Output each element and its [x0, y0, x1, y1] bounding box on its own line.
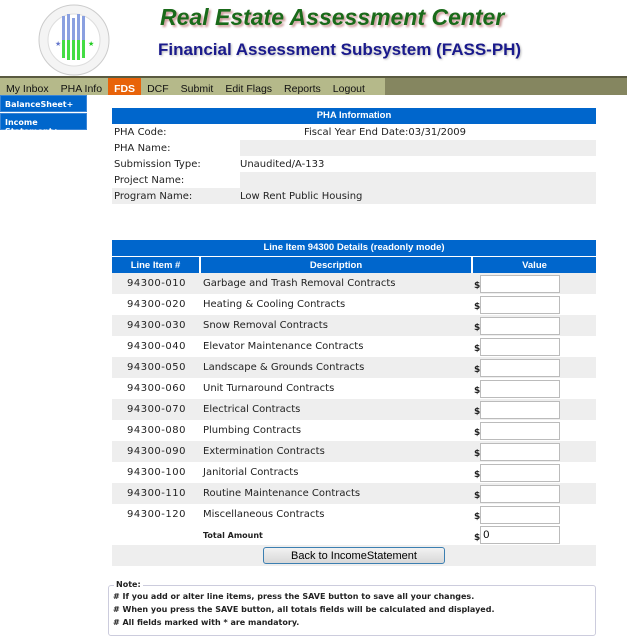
back-to-income-statement-button[interactable]: Back to IncomeStatement: [263, 547, 445, 564]
line-item-number: 94300-060: [126, 383, 186, 394]
pha-name-label: PHA Name:: [114, 142, 171, 154]
line-item-table: [112, 240, 596, 566]
line-item-number: 94300-120: [126, 509, 186, 520]
sidebar-item-income-statement[interactable]: Income Statement+: [0, 113, 87, 130]
line-item-number: 94300-070: [126, 404, 186, 415]
currency-symbol: $: [474, 491, 481, 501]
svg-text:★: ★: [88, 40, 95, 48]
note-line: # All fields marked with * are mandatory.: [113, 618, 300, 627]
app-title: Real Estate Assessment Center: [160, 4, 505, 30]
table-row: [112, 273, 596, 294]
table-row: [112, 315, 596, 336]
nav-reports[interactable]: Reports: [284, 83, 321, 95]
line-item-description: Electrical Contracts: [203, 404, 301, 415]
currency-symbol: $: [474, 281, 481, 291]
line-item-value-input[interactable]: [480, 296, 560, 314]
submission-type-label: Submission Type:: [114, 158, 201, 170]
currency-symbol: $: [474, 344, 481, 354]
hud-seal-logo: [38, 4, 110, 76]
nav-edit-flags[interactable]: Edit Flags: [225, 83, 273, 95]
line-item-value-input[interactable]: [480, 338, 560, 356]
line-item-number: 94300-090: [126, 446, 186, 457]
line-item-title: Line Item 94300 Details (readonly mode): [112, 240, 596, 256]
sidebar-item-balance-sheet[interactable]: BalanceSheet+: [0, 95, 87, 112]
table-row: [112, 336, 596, 357]
currency-symbol: $: [474, 407, 481, 417]
total-amount-label: Total Amount: [203, 530, 263, 540]
col-line-item: Line Item #: [112, 257, 199, 273]
line-item-description: Extermination Contracts: [203, 446, 325, 457]
line-item-value-input[interactable]: [480, 464, 560, 482]
submission-type-value: Unaudited/A-133: [240, 158, 325, 170]
table-row: [112, 357, 596, 378]
table-row: [112, 378, 596, 399]
table-row: [112, 483, 596, 504]
line-item-number: 94300-030: [126, 320, 186, 331]
line-item-number: 94300-100: [126, 467, 186, 478]
currency-symbol: $: [474, 428, 481, 438]
program-name-value: Low Rent Public Housing: [240, 190, 363, 202]
line-item-number: 94300-020: [126, 299, 186, 310]
line-item-description: Routine Maintenance Contracts: [203, 488, 361, 499]
table-row: [112, 441, 596, 462]
main-nav: [0, 76, 627, 95]
currency-symbol: $: [474, 386, 481, 396]
line-item-value-input[interactable]: [480, 422, 560, 440]
nav-logout[interactable]: Logout: [332, 83, 365, 95]
currency-symbol: $: [474, 323, 481, 333]
currency-symbol: $: [474, 512, 481, 522]
line-item-description: Plumbing Contracts: [203, 425, 302, 436]
line-item-value-input[interactable]: [480, 485, 560, 503]
project-name-label: Project Name:: [114, 174, 185, 186]
svg-text:★: ★: [55, 40, 62, 48]
line-item-description: Snow Removal Contracts: [203, 320, 328, 331]
line-item-number: 94300-010: [126, 278, 186, 289]
fiscal-year-end: Fiscal Year End Date:03/31/2009: [304, 126, 467, 138]
line-item-description: Elevator Maintenance Contracts: [203, 341, 364, 352]
line-item-description: Garbage and Trash Removal Contracts: [203, 278, 396, 289]
currency-symbol: $: [474, 532, 481, 543]
pha-info-table: [112, 108, 596, 204]
table-row: [112, 294, 596, 315]
currency-symbol: $: [474, 302, 481, 312]
table-row: [112, 462, 596, 483]
nav-my-inbox[interactable]: My Inbox: [6, 83, 49, 95]
line-item-value-input[interactable]: [480, 380, 560, 398]
line-item-value-input[interactable]: [480, 359, 560, 377]
table-row: [112, 399, 596, 420]
line-item-description: Landscape & Grounds Contracts: [203, 362, 365, 373]
line-item-value-input[interactable]: [480, 401, 560, 419]
pha-info-header: PHA Information: [112, 108, 596, 124]
program-name-label: Program Name:: [114, 190, 193, 202]
table-row: [112, 420, 596, 441]
line-item-value-input[interactable]: [480, 443, 560, 461]
currency-symbol: $: [474, 470, 481, 480]
line-item-description: Miscellaneous Contracts: [203, 509, 325, 520]
line-item-value-input[interactable]: [480, 275, 560, 293]
note-line: # If you add or alter line items, press the SAVE button to save all your changes.: [113, 592, 475, 601]
col-value: Value: [473, 257, 596, 273]
line-item-description: Janitorial Contracts: [203, 467, 299, 478]
table-row: [112, 504, 596, 525]
nav-submit[interactable]: Submit: [180, 83, 214, 95]
note-line: # When you press the SAVE button, all totals fields will be calculated and displayed.: [113, 605, 495, 614]
line-item-number: 94300-050: [126, 362, 186, 373]
line-item-number: 94300-080: [126, 425, 186, 436]
line-item-value-input[interactable]: [480, 317, 560, 335]
line-item-description: Heating & Cooling Contracts: [203, 299, 346, 310]
line-item-description: Unit Turnaround Contracts: [203, 383, 335, 394]
line-item-number: 94300-110: [126, 488, 186, 499]
app-subtitle: Financial Assessment Subsystem (FASS-PH): [158, 40, 522, 59]
nav-pha-info[interactable]: PHA Info: [60, 83, 103, 95]
note-box: [108, 585, 596, 636]
nav-fds[interactable]: FDS: [108, 78, 141, 95]
line-item-number: 94300-040: [126, 341, 186, 352]
note-label: Note:: [116, 580, 141, 589]
currency-symbol: $: [474, 449, 481, 459]
total-amount-input[interactable]: [480, 526, 560, 544]
line-item-value-input[interactable]: [480, 506, 560, 524]
col-description: Description: [201, 257, 471, 273]
currency-symbol: $: [474, 365, 481, 375]
pha-code-label: PHA Code:: [114, 126, 167, 138]
nav-dcf[interactable]: DCF: [147, 83, 169, 95]
